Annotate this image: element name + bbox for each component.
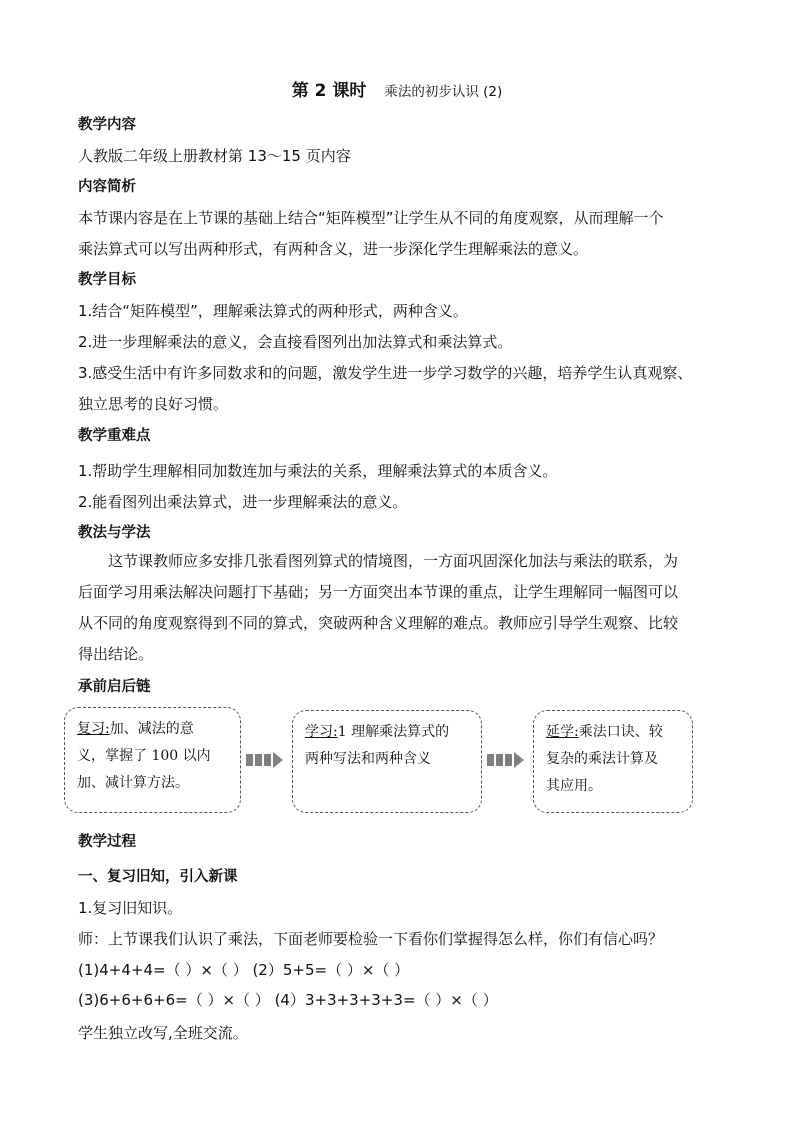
review-box [64, 707, 241, 813]
method-line: 后面学习用乘法解决问题打下基础；另一方面突出本节课的重点，让学生理解同一幅图可以 [78, 583, 679, 601]
arrow-icon [246, 752, 288, 768]
goal-line: 3.感受生活中有许多同数求和的问题，激发学生进一步学习数学的兴趣，培养学生认真观察、 [78, 364, 693, 382]
process-heading: 教学过程 [78, 834, 136, 850]
method-line: 得出结论。 [78, 645, 154, 663]
arrow-icon [487, 752, 529, 768]
review-line: 复习:加、减法的意 [77, 721, 194, 737]
extend-line: 其应用。 [546, 778, 602, 794]
lesson-subtitle: 乘法的初步认识 (2) [384, 84, 503, 100]
goal-line: 独立思考的良好习惯。 [78, 395, 229, 413]
content-heading: 教学内容 [78, 117, 136, 133]
key-line: 2.能看图列出乘法算式，进一步理解乘法的意义。 [78, 493, 408, 511]
summary-line: 本节课内容是在上节课的基础上结合“矩阵模型”让学生从不同的角度观察，从而理解一个 [78, 209, 664, 227]
method-heading: 教法与学法 [78, 525, 151, 541]
method-line: 这节课教师应多安排几张看图列算式的情境图，一方面巩固深化加法与乘法的联系，为 [108, 552, 679, 570]
extend-box [533, 710, 693, 813]
content-text: 人教版二年级上册教材第 13～15 页内容 [78, 147, 351, 165]
review-line: 加、减计算方法。 [77, 775, 189, 791]
lesson-title [0, 76, 794, 101]
key-line: 1.帮助学生理解相同加数连加与乘法的关系，理解乘法算式的本质含义。 [78, 462, 558, 480]
study-line: 学习:1 理解乘法算式的 [305, 724, 450, 740]
summary-line: 乘法算式可以写出两种形式，有两种含义，进一步深化学生理解乘法的意义。 [78, 240, 589, 258]
exercise-line: (1)4+4+4=（ ）×（ ） (2）5+5=（ ）×（ ） [78, 961, 410, 979]
extend-line: 复杂的乘法计算及 [546, 751, 658, 767]
review-label: 复习: [77, 721, 110, 737]
key-heading: 教学重难点 [78, 428, 151, 444]
study-label: 学习: [305, 724, 338, 740]
exercise-line: (3)6+6+6+6=（ ）×（ ） (4）3+3+3+3+3=（ ）×（ ） [78, 991, 498, 1009]
goal-line: 1.结合“矩阵模型”，理解乘法算式的两种形式，两种含义。 [78, 302, 468, 320]
study-line: 两种写法和两种含义 [305, 751, 431, 767]
extend-label: 延学: [546, 724, 579, 740]
review-line: 义，掌握了 100 以内 [77, 748, 211, 764]
method-line: 从不同的角度观察得到不同的算式，突破两种含义理解的难点。教师应引导学生观察、比较 [78, 614, 679, 632]
study-box [292, 710, 482, 813]
summary-heading: 内容简析 [78, 179, 136, 195]
part1-line: 师：上节课我们认识了乘法，下面老师要检验一下看你们掌握得怎么样，你们有信心吗？ [78, 930, 664, 948]
extend-line: 延学:乘法口诀、较 [546, 724, 663, 740]
goal-line: 2.进一步理解乘法的意义，会直接看图列出加法算式和乘法算式。 [78, 333, 513, 351]
chain-heading: 承前启后链 [78, 679, 151, 695]
goals-heading: 教学目标 [78, 272, 136, 288]
part1-heading: 一、复习旧知，引入新课 [78, 869, 238, 885]
part1-line: 学生独立改写,全班交流。 [78, 1024, 248, 1042]
part1-line: 1.复习旧知识。 [78, 899, 183, 917]
lesson-number: 第 2 课时 [291, 81, 367, 101]
